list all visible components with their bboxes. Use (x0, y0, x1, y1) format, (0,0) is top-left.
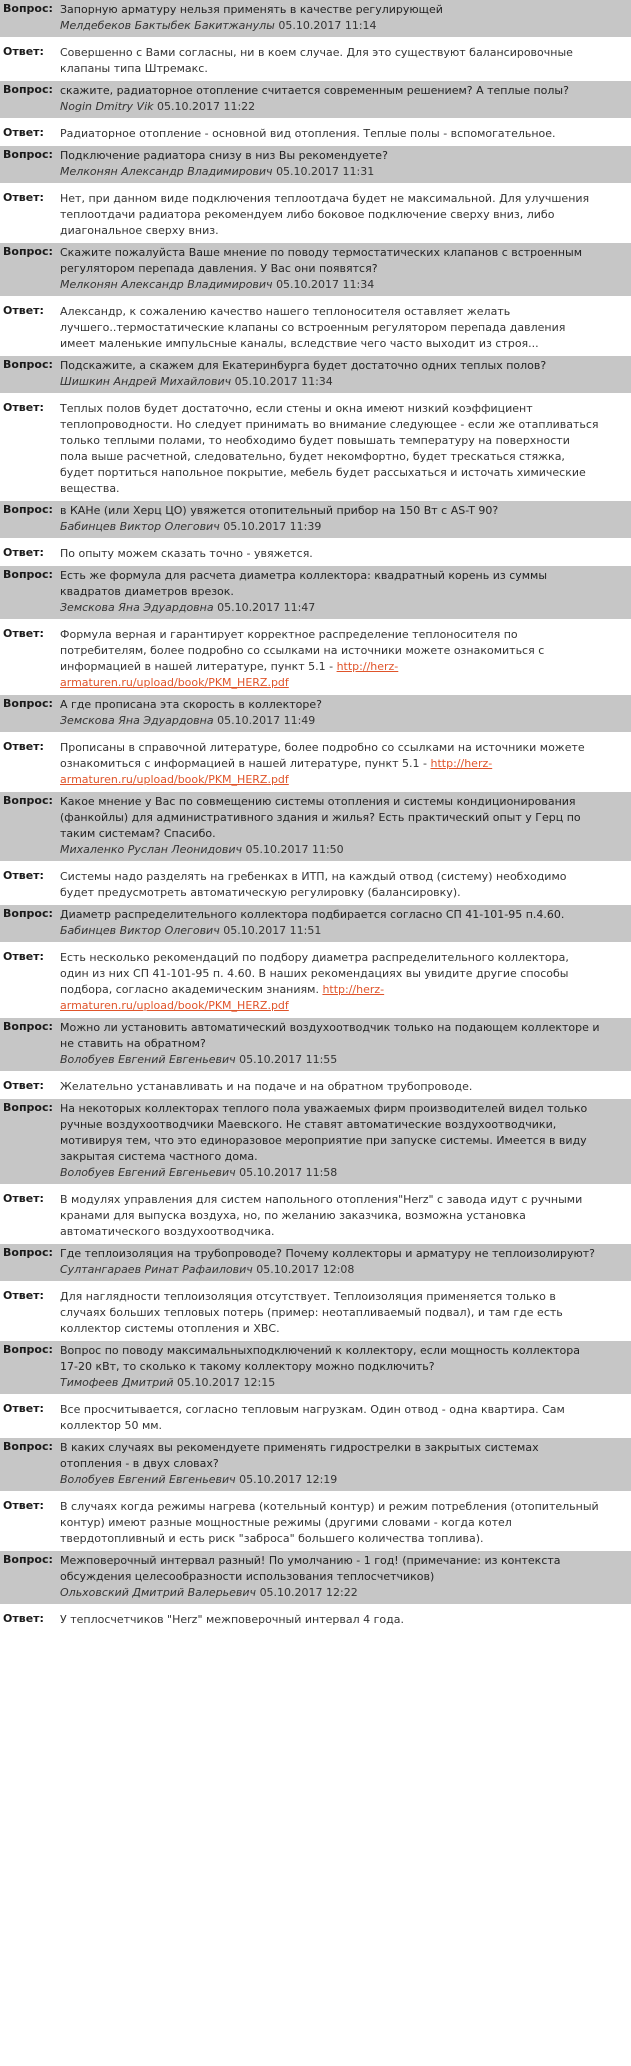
question-text: в КАНе (или Херц ЦО) увяжется отопительный прибор на 150 Вт с AS-T 90? (60, 504, 499, 517)
question-meta (60, 99, 601, 115)
question-body (60, 503, 631, 535)
question-body (60, 1343, 631, 1391)
question-row (0, 566, 631, 619)
answer-label: Ответ: (3, 126, 44, 139)
question-meta (60, 713, 601, 729)
answer-row (0, 942, 631, 1018)
question-author: Волобуев Евгений Евгеньевич (60, 1473, 236, 1486)
question-label: Вопрос: (3, 2, 53, 15)
question-label: Вопрос: (3, 1246, 53, 1259)
question-label: Вопрос: (3, 907, 53, 920)
question-text: Скажите пожалуйста Ваше мнение по поводу термостатических клапанов с встроенным регулятором перепада давления. У Вас они появятся? (60, 246, 583, 275)
answer-label: Ответ: (3, 401, 44, 414)
question-date: 05.10.2017 11:49 (217, 714, 316, 727)
question-text: Запорную арматуру нельзя применять в качестве регулирующей (60, 3, 443, 16)
answer-text: Формула верная и гарантирует корректное распределение теплоносителя по потребителям, более подробно со ссылками на источники можете ознакомиться с информацией в нашей литературе, пункт 5.1 - (60, 628, 545, 673)
answer-label: Ответ: (3, 740, 44, 753)
answer-body (60, 1192, 631, 1240)
answer-label: Ответ: (3, 1612, 44, 1625)
answer-text: Системы надо разделять на гребенках в ИТП, на каждый отвод (систему) необходимо будет предусмотреть автоматическую регулировку (балансировку). (60, 870, 567, 899)
question-body (60, 245, 631, 293)
question-text: скажите, радиаторное отопление считается современным решением? А теплые полы? (60, 84, 569, 97)
question-row (0, 81, 631, 118)
question-body (60, 1020, 631, 1068)
answer-label: Ответ: (3, 546, 44, 559)
question-author: Земскова Яна Эдуардовна (60, 714, 214, 727)
question-author: Nogin Dmitry Vik (60, 100, 154, 113)
answer-body (60, 401, 631, 497)
question-author: Мелдебеков Бактыбек Бакитжанулы (60, 19, 275, 32)
answer-row (0, 1394, 631, 1438)
answer-body (60, 740, 631, 788)
question-label: Вопрос: (3, 1440, 53, 1453)
question-label: Вопрос: (3, 503, 53, 516)
answer-row (0, 1281, 631, 1341)
answer-row (0, 619, 631, 695)
answer-text: У теплосчетчиков "Herz" межповерочный интервал 4 года. (60, 1613, 404, 1626)
answer-label: Ответ: (3, 1402, 44, 1415)
question-text: В каких случаях вы рекомендуете применять гидрострелки в закрытых системах отопления - в двух словах? (60, 1441, 539, 1470)
answer-row (0, 538, 631, 566)
answer-body (60, 627, 631, 691)
question-date: 05.10.2017 11:34 (234, 375, 333, 388)
question-author: Бабинцев Виктор Олегович (60, 924, 220, 937)
answer-row (0, 861, 631, 905)
answer-row (0, 393, 631, 501)
answer-row (0, 1604, 631, 1632)
answer-body (60, 1612, 631, 1628)
question-text: Где теплоизоляция на трубопроводе? Почему коллекторы и арматуру не теплоизолируют? (60, 1247, 596, 1260)
question-row (0, 1341, 631, 1394)
question-label: Вопрос: (3, 794, 53, 807)
question-body (60, 1101, 631, 1181)
question-text: Можно ли установить автоматический воздухоотводчик только на подающем коллекторе и не ставить на обратном? (60, 1021, 600, 1050)
question-date: 05.10.2017 11:34 (276, 278, 375, 291)
question-date: 05.10.2017 11:47 (217, 601, 316, 614)
answer-label: Ответ: (3, 1289, 44, 1302)
question-row (0, 1244, 631, 1281)
question-date: 05.10.2017 12:15 (177, 1376, 276, 1389)
literature-link[interactable]: http://herz-armaturen.ru/upload/book/PKM_HERZ.pdf (60, 757, 493, 786)
answer-text: Для наглядности теплоизоляция отсутствует. Теплоизоляция применяется только в случаях больших тепловых потерь (пример: неотапливаемый подвал), и там где есть коллектор системы отопления и ХВС. (60, 1290, 563, 1335)
question-date: 05.10.2017 12:19 (239, 1473, 338, 1486)
question-row (0, 356, 631, 393)
question-row (0, 1018, 631, 1071)
question-label: Вопрос: (3, 245, 53, 258)
question-body (60, 568, 631, 616)
question-body (60, 697, 631, 729)
answer-label: Ответ: (3, 1079, 44, 1092)
answer-label: Ответ: (3, 1192, 44, 1205)
question-text: Подскажите, а скажем для Екатеринбурга будет достаточно одних теплых полов? (60, 359, 547, 372)
question-body (60, 1440, 631, 1488)
answer-body (60, 1499, 631, 1547)
question-label: Вопрос: (3, 1553, 53, 1566)
question-body (60, 907, 631, 939)
question-text: А где прописана эта скорость в коллекторе? (60, 698, 322, 711)
question-date: 05.10.2017 11:14 (278, 19, 377, 32)
question-row (0, 792, 631, 861)
answer-row (0, 732, 631, 792)
question-author: Волобуев Евгений Евгеньевич (60, 1053, 236, 1066)
question-author: Тимофеев Дмитрий (60, 1376, 174, 1389)
question-body (60, 358, 631, 390)
question-date: 05.10.2017 12:08 (256, 1263, 355, 1276)
question-body (60, 794, 631, 858)
question-text: Подключение радиатора снизу в низ Вы рекомендуете? (60, 149, 388, 162)
question-row (0, 243, 631, 296)
answer-row (0, 37, 631, 81)
question-author: Михаленко Руслан Леонидович (60, 843, 242, 856)
answer-body (60, 1402, 631, 1434)
question-label: Вопрос: (3, 83, 53, 96)
question-row (0, 1551, 631, 1604)
question-author: Мелконян Александр Владимирович (60, 278, 273, 291)
question-text: Межповерочный интервал разный! По умолчанию - 1 год! (примечание: из контекста обсуждения целесообразности использования теплосчетчиков) (60, 1554, 561, 1583)
answer-label: Ответ: (3, 950, 44, 963)
question-date: 05.10.2017 11:50 (245, 843, 344, 856)
answer-body (60, 1079, 631, 1095)
question-row (0, 501, 631, 538)
answer-row (0, 1184, 631, 1244)
answer-label: Ответ: (3, 1499, 44, 1512)
question-author: Шишкин Андрей Михайлович (60, 375, 232, 388)
question-meta (60, 1472, 601, 1488)
question-text: Есть же формула для расчета диаметра коллектора: квадратный корень из суммы квадратов диаметров врезок. (60, 569, 548, 598)
answer-body (60, 126, 631, 142)
question-meta (60, 1262, 601, 1278)
question-meta (60, 277, 601, 293)
question-author: Султангараев Ринат Рафаилович (60, 1263, 253, 1276)
answer-body (60, 950, 631, 1014)
question-date: 05.10.2017 11:51 (223, 924, 322, 937)
question-text: Диаметр распределительного коллектора подбирается согласно СП 41-101-95 п.4.60. (60, 908, 565, 921)
answer-text: Совершенно с Вами согласны, ни в коем случае. Для это существуют балансировочные клапаны типа Штремакс. (60, 46, 573, 75)
question-label: Вопрос: (3, 1020, 53, 1033)
literature-link[interactable]: http://herz-armaturen.ru/upload/book/PKM_HERZ.pdf (60, 660, 399, 689)
answer-label: Ответ: (3, 45, 44, 58)
answer-label: Ответ: (3, 304, 44, 317)
question-author: Бабинцев Виктор Олегович (60, 520, 220, 533)
answer-row (0, 1071, 631, 1099)
answer-body (60, 304, 631, 352)
answer-text: В случаях когда режимы нагрева (котельный контур) и режим потребления (отопительный контур) имеют разные мощностные режимы (другими словами - когда котел твердотопливный и есть риск "заброса" большего количества топлива). (60, 1500, 599, 1545)
question-date: 05.10.2017 11:39 (223, 520, 322, 533)
answer-label: Ответ: (3, 627, 44, 640)
answer-label: Ответ: (3, 869, 44, 882)
question-text: Какое мнение у Вас по совмещению системы отопления и системы кондиционирования (фанкойлы) для административного здания и жилья? Есть практический опыт у Герц по таким системам? Спасибо. (60, 795, 581, 840)
question-label: Вопрос: (3, 148, 53, 161)
question-date: 05.10.2017 11:22 (157, 100, 256, 113)
question-meta (60, 1375, 601, 1391)
question-meta (60, 519, 601, 535)
answer-body (60, 45, 631, 77)
answer-row (0, 296, 631, 356)
answer-text: Александр, к сожалению качество нашего теплоносителя оставляет желать лучшего..термостатические клапаны со встроенным регулятором перепада давления имеет маленькие импульсные каналы, вследствие чего часто выходит из строя... (60, 305, 566, 350)
question-label: Вопрос: (3, 358, 53, 371)
question-label: Вопрос: (3, 1343, 53, 1356)
question-author: Земскова Яна Эдуардовна (60, 601, 214, 614)
question-label: Вопрос: (3, 1101, 53, 1114)
answer-label: Ответ: (3, 191, 44, 204)
question-body (60, 148, 631, 180)
answer-text: Есть несколько рекомендаций по подбору диаметра распределительного коллектора, один из них СП 41-101-95 п. 4.60. В наших рекомендациях вы увидите другие способы подбора, согласно академическим знаниям. (60, 951, 569, 996)
question-label: Вопрос: (3, 568, 53, 581)
question-meta (60, 600, 601, 616)
question-body (60, 2, 631, 34)
question-label: Вопрос: (3, 697, 53, 710)
question-author: Мелконян Александр Владимирович (60, 165, 273, 178)
answer-text: Все просчитывается, согласно тепловым нагрузкам. Один отвод - одна квартира. Сам коллектор 50 мм. (60, 1403, 565, 1432)
answer-text: Желательно устанавливать и на подаче и на обратном трубопроводе. (60, 1080, 473, 1093)
question-meta (60, 374, 601, 390)
question-row (0, 695, 631, 732)
question-row (0, 1099, 631, 1184)
question-body (60, 1553, 631, 1601)
answer-text: Прописаны в справочной литературе, более подробно со ссылками на источники можете ознакомиться с информацией в нашей литературе, пункт 5.1 - (60, 741, 585, 770)
question-meta (60, 18, 601, 34)
question-body (60, 83, 631, 115)
question-row (0, 146, 631, 183)
literature-link[interactable]: http://herz-armaturen.ru/upload/book/PKM_HERZ.pdf (60, 983, 385, 1012)
answer-text: По опыту можем сказать точно - увяжется. (60, 547, 313, 560)
answer-text: Радиаторное отопление - основной вид отопления. Теплые полы - вспомогательное. (60, 127, 556, 140)
question-date: 05.10.2017 12:22 (259, 1586, 358, 1599)
question-row (0, 1438, 631, 1491)
question-body (60, 1246, 631, 1278)
answer-text: Теплых полов будет достаточно, если стены и окна имеют низкий коэффициент теплопроводности. Но следует принимать во внимание следующее - если же отапливаться только теплыми полами, то необходимо будет повышать температуру на поверхности пола выше расчетной, следовательно, будет некомфортно, будет трескаться стяжка, будет портиться напольное покрытие, мебель будет рассыхаться и источать химические вещества. (60, 402, 599, 495)
question-meta (60, 923, 601, 939)
answer-row (0, 183, 631, 243)
question-meta (60, 1165, 601, 1181)
question-meta (60, 842, 601, 858)
question-author: Волобуев Евгений Евгеньевич (60, 1166, 236, 1179)
question-row (0, 0, 631, 37)
question-meta (60, 164, 601, 180)
answer-body (60, 546, 631, 562)
question-date: 05.10.2017 11:55 (239, 1053, 338, 1066)
answer-body (60, 869, 631, 901)
answer-body (60, 191, 631, 239)
question-row (0, 905, 631, 942)
question-text: Вопрос по поводу максимальныхподключений к коллектору, если мощность коллектора 17-20 кВт, то сколько к такому коллектору можно подключить? (60, 1344, 580, 1373)
question-meta (60, 1585, 601, 1601)
question-author: Ольховский Дмитрий Валерьевич (60, 1586, 257, 1599)
question-date: 05.10.2017 11:58 (239, 1166, 338, 1179)
answer-row (0, 1491, 631, 1551)
answer-text: Нет, при данном виде подключения теплоотдача будет не максимальной. Для улучшения теплоотдачи радиатора рекомендуем либо боковое подключение сверху вниз, либо диагональное сверху вниз. (60, 192, 590, 237)
question-text: На некоторых коллекторах теплого пола уважаемых фирм производителей видел только ручные воздухоотводчики Маевского. Не ставят автоматические воздухоотводчики, мотивируя тем, что это единоразовое мероприятие при запуске системы. Имеется в виду закрытая система частного дома. (60, 1102, 588, 1163)
question-date: 05.10.2017 11:31 (276, 165, 375, 178)
answer-row (0, 118, 631, 146)
answer-text: В модулях управления для систем напольного отопления"Herz" с завода идут с ручными кранами для выпуска воздуха, но, по желанию заказчика, возможна установка автоматического воздухоотводчика. (60, 1193, 583, 1238)
question-meta (60, 1052, 601, 1068)
answer-body (60, 1289, 631, 1337)
